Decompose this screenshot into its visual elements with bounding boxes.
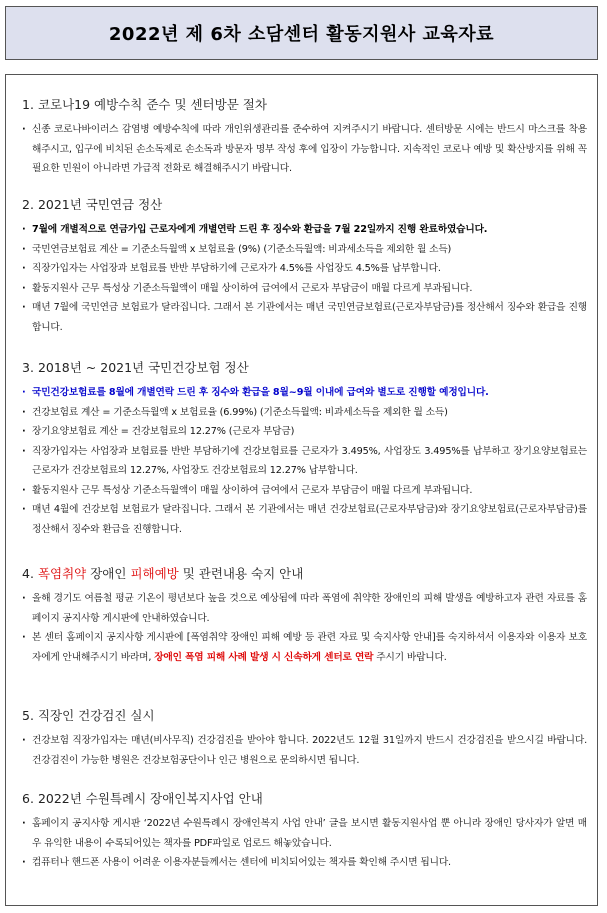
bullet-item: · 국민연금보험료 계산 = 기준소득월액 x 보험료율 (9%) (기준소득월액: 비과세소득을 제외한 월 소득) (22, 240, 587, 260)
bullet-item: · 7월에 개별적으로 연금가입 근로자에게 개별연락 드린 후 징수와 환급을 7월 22일까지 진행 완료하였습니다. (22, 220, 587, 240)
heading-highlight: 폭염취약 (37, 566, 87, 581)
section-5 (22, 706, 587, 770)
section-6 (22, 789, 587, 873)
section-heading: 6. 2022년 수원특례시 장애인복지사업 안내 (22, 791, 263, 806)
title-box (5, 6, 598, 60)
bullet-item: · 국민건강보험료를 8월에 개별연락 드린 후 징수와 환급을 8월~9월 이내에 급여와 별도로 진행할 예정입니다. (22, 383, 587, 403)
bullet-item: · 매년 7월에 국민연금 보험료가 달라집니다. 그래서 본 기관에서는 매년 국민연금보험료(근로자부담금)를 정산해서 징수와 환급을 진행합니다. (22, 298, 587, 337)
bullet-item: · 직장가입자는 사업장과 보험료를 반반 부담하기에 근로자가 4.5%를 사업장도 4.5%를 납부합니다. (22, 259, 587, 279)
bullet-item: · 본 센터 홈페이지 공지사항 게시판에 [폭염취약 장애인 피해 예방 등 관련 자료 및 숙지사항 안내]를 숙지하셔서 이용자와 이용자 보호자에게 안내해주시기 바라며, 장애인 폭염 피해 사례 발생 시 신속하게 센터로 연락 주시기 바랍니다. (22, 628, 587, 667)
bullet-item: · 건강보험료 계산 = 기준소득월액 x 보험료율 (6.99%) (기준소득월액: 비과세소득을 제외한 월 소득) (22, 403, 587, 423)
bullet-item: · 활동지원사 근무 특성상 기준소득월액이 매월 상이하여 급여에서 근로자 부담금이 매월 다르게 부과됩니다. (22, 279, 587, 299)
bullet-item: · 장기요양보험료 계산 = 건강보험료의 12.27% (근로자 부담금) (22, 422, 587, 442)
heading-highlight: 피해예방 (130, 566, 179, 581)
bullet-item: · 컴퓨터나 핸드폰 사용이 어려운 이용자분들께서는 센터에 비치되어있는 책자를 확인해 주시면 됩니다. (22, 853, 587, 873)
section-4 (22, 564, 587, 667)
bullet-item: · 건강보험 직장가입자는 매년(비사무직) 건강검진을 받아야 합니다. 2022년도 12월 31일까지 반드시 건강검진을 받으시길 바랍니다. 건강검진이 가능한 병원은 건강보험공단이나 인근 병원으로 문의하시면 됩니다. (22, 731, 587, 770)
section-2 (22, 195, 587, 337)
bullet-item: · 직장가입자는 사업장과 보험료를 반반 부담하기에 건강보험료를 근로자가 3.495%, 사업장도 3.495%를 납부하고 장기요양보험료는 근로자가 건강보험료의 12.27%, 사업장도 건강보험료의 12.27% 납부합니다. (22, 442, 587, 481)
bullet-item: · 활동지원사 근무 특성상 기준소득월액이 매월 상이하여 급여에서 근로자 부담금이 매월 다르게 부과됩니다. (22, 481, 587, 501)
content-box (5, 74, 598, 906)
section-heading: 1. 코로나19 예방수칙 준수 및 센터방문 절차 (22, 97, 267, 112)
bullet-item: · 홈페이지 공지사항 게시판 ‘2022년 수원특례시 장애인복지 사업 안내’ 글을 보시면 활동지원사업 뿐 아니라 장애인 당사자가 알면 매우 유익한 내용이 수록되어있는 책자를 PDF파일로 업로드 해놓았습니다. (22, 814, 587, 853)
section-3 (22, 358, 587, 539)
bullet-item: · 올해 경기도 여름철 평균 기온이 평년보다 높을 것으로 예상됨에 따라 폭염에 취약한 장애인의 피해 발생을 예방하고자 관련 자료를 홈페이지 공지사항 게시판에 안내하였습니다. (22, 589, 587, 628)
bullet-item: · 신종 코로나바이러스 감염병 예방수칙에 따라 개인위생관리를 준수하여 지켜주시기 바랍니다. 센터방문 시에는 반드시 마스크를 착용해주시고, 입구에 비치된 손소독제로 손소독과 방문자 명부 작성 후에 입장이 가능합니다. 지속적인 코로나 예방 및 확산방지를 위해 꼭 필요한 민원이 아니라면 가급적 전화로 해결해주시기 바랍니다. (22, 120, 587, 179)
section-heading: 5. 직장인 건강검진 실시 (22, 708, 155, 723)
emphasis-text: 장애인 폭염 피해 사례 발생 시 신속하게 센터로 연락 (154, 651, 374, 663)
page-title: 2022년 제 6차 소담센터 활동지원사 교육자료 (108, 24, 495, 45)
section-heading: 3. 2018년 ~ 2021년 국민건강보험 정산 (22, 360, 249, 375)
section-1 (22, 95, 587, 179)
bullet-item: · 매년 4월에 건강보험 보험료가 달라집니다. 그래서 본 기관에서는 매년 건강보험료(근로자부담금)와 장기요양보험료(근로자부담금)를 정산해서 징수와 환급을 진행합니다. (22, 500, 587, 539)
section-heading: 4. 폭염취약 장애인 피해예방 및 관련내용 숙지 안내 (22, 566, 304, 581)
section-heading: 2. 2021년 국민연금 정산 (22, 197, 163, 212)
